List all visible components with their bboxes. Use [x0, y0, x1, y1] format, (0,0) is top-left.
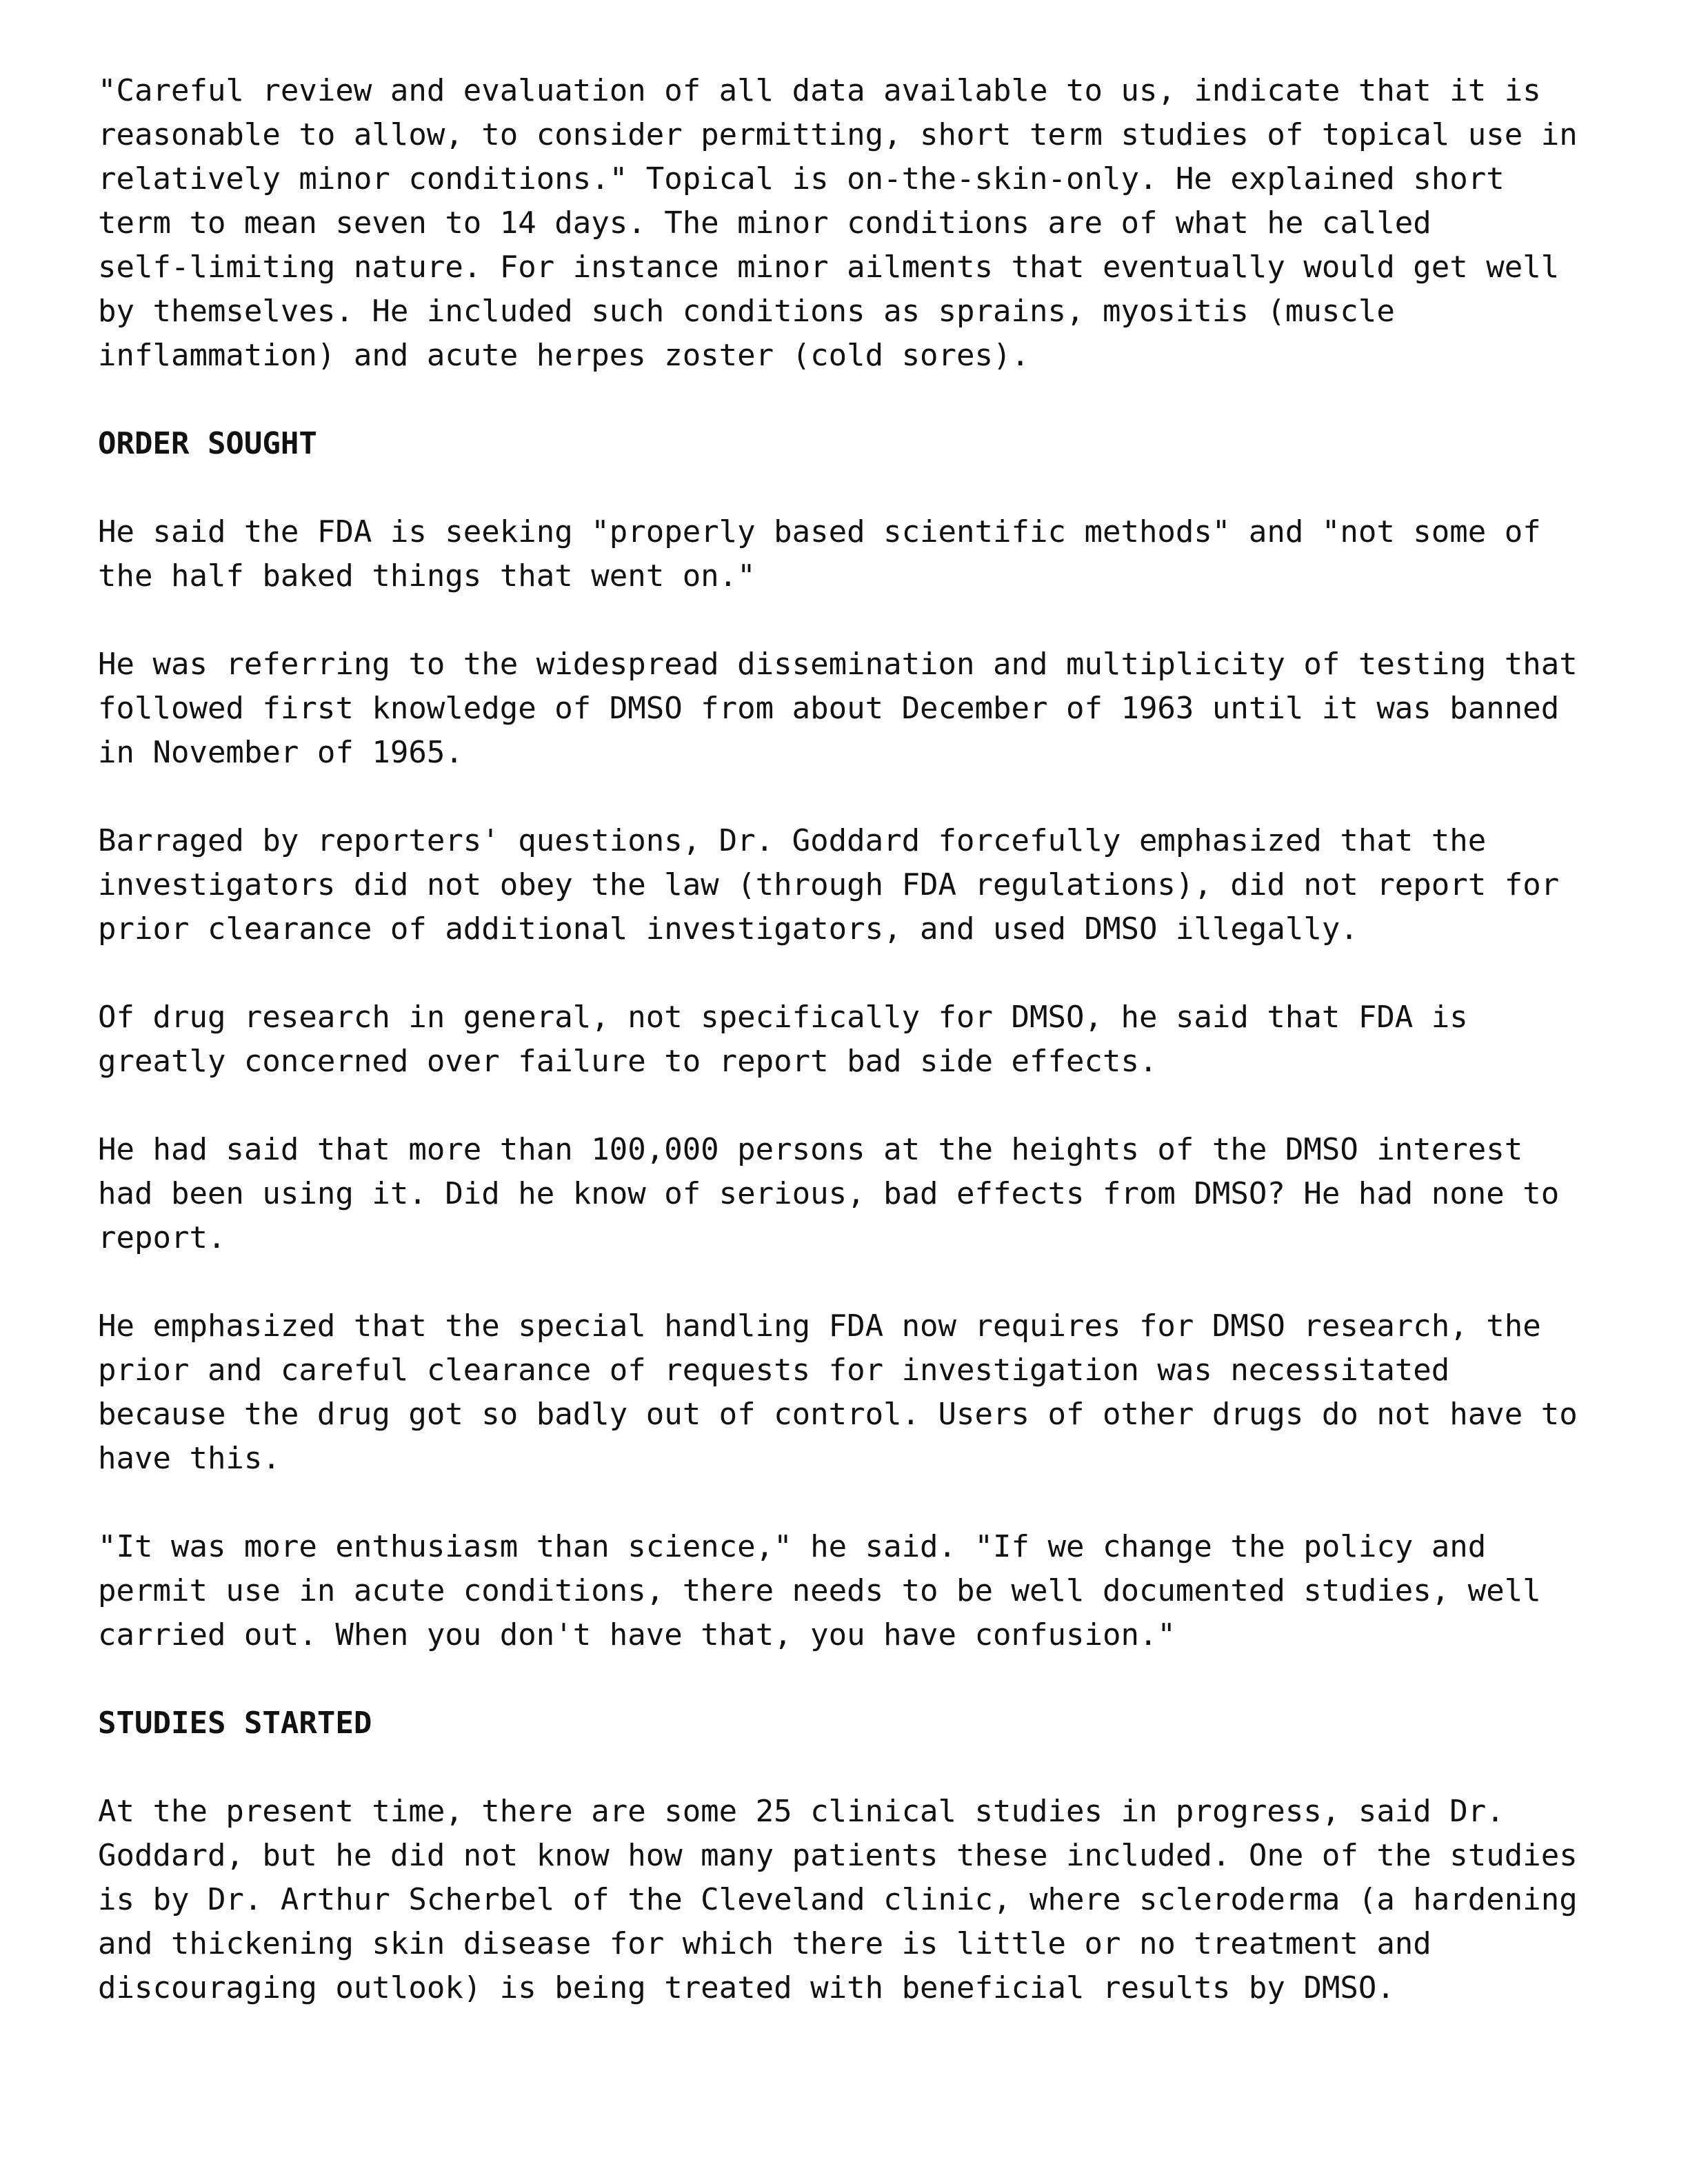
paragraph-careful-review: "Careful review and evaluation of all data available to us, indicate that it is reasonable to allow, to consider permitting, short term studies of topical use in relatively minor conditions." Topical is on-the-skin-only. He explained short term to mean seven to 14 days. The minor conditions are of what he called self-limiting nature. For instance minor ailments that eventually would get well by themselves. He included such conditions as sprains, myositis (muscle inflammation) and acute herpes zoster (cold sores). [98, 73, 1578, 373]
paragraph-drug-research: Of drug research in general, not specifically for DMSO, he said that FDA is greatly concerned over failure to report bad side effects. [98, 1000, 1468, 1079]
heading-order-sought: ORDER SOUGHT [98, 426, 317, 461]
paragraph-present-time: At the present time, there are some 25 clinical studies in progress, said Dr. Goddard, but he did not know how many patients these included. One of the studies is by Dr. Arthur Scherbel of the Cleveland clinic, where scleroderma (a hardening and thickening skin disease for which there is little or no treatment and discouraging outlook) is being treated with beneficial results by DMSO. [98, 1794, 1578, 2005]
paragraph-barraged: Barraged by reporters' questions, Dr. Goddard forcefully emphasized that the investigators did not obey the law (through FDA regulations), did not report for prior clearance of additional investigators, and used DMSO illegally. [98, 823, 1560, 947]
document-page [98, 69, 1601, 2054]
paragraph-referring: He was referring to the widespread dissemination and multiplicity of testing that followed first knowledge of DMSO from about December of 1963 until it was banned in November of 1965. [98, 647, 1578, 770]
paragraph-special-handling: He emphasized that the special handling FDA now requires for DMSO research, the prior and careful clearance of requests for investigation was necessitated because the drug got so badly out of control. Users of other drugs do not have to have this. [98, 1308, 1578, 1476]
heading-studies-started: STUDIES STARTED [98, 1706, 372, 1741]
paragraph-enthusiasm: "It was more enthusiasm than science," he said. "If we change the policy and permit use in acute conditions, there needs to be well documented studies, well carried out. When you don't have that, you have confusion." [98, 1529, 1541, 1652]
paragraph-fda-seeking: He said the FDA is seeking "properly based scientific methods" and "not some of the half baked things that went on." [98, 514, 1541, 594]
paragraph-100000-persons: He had said that more than 100,000 persons at the heights of the DMSO interest had been using it. Did he know of serious, bad effects from DMSO? He had none to report. [98, 1132, 1560, 1255]
